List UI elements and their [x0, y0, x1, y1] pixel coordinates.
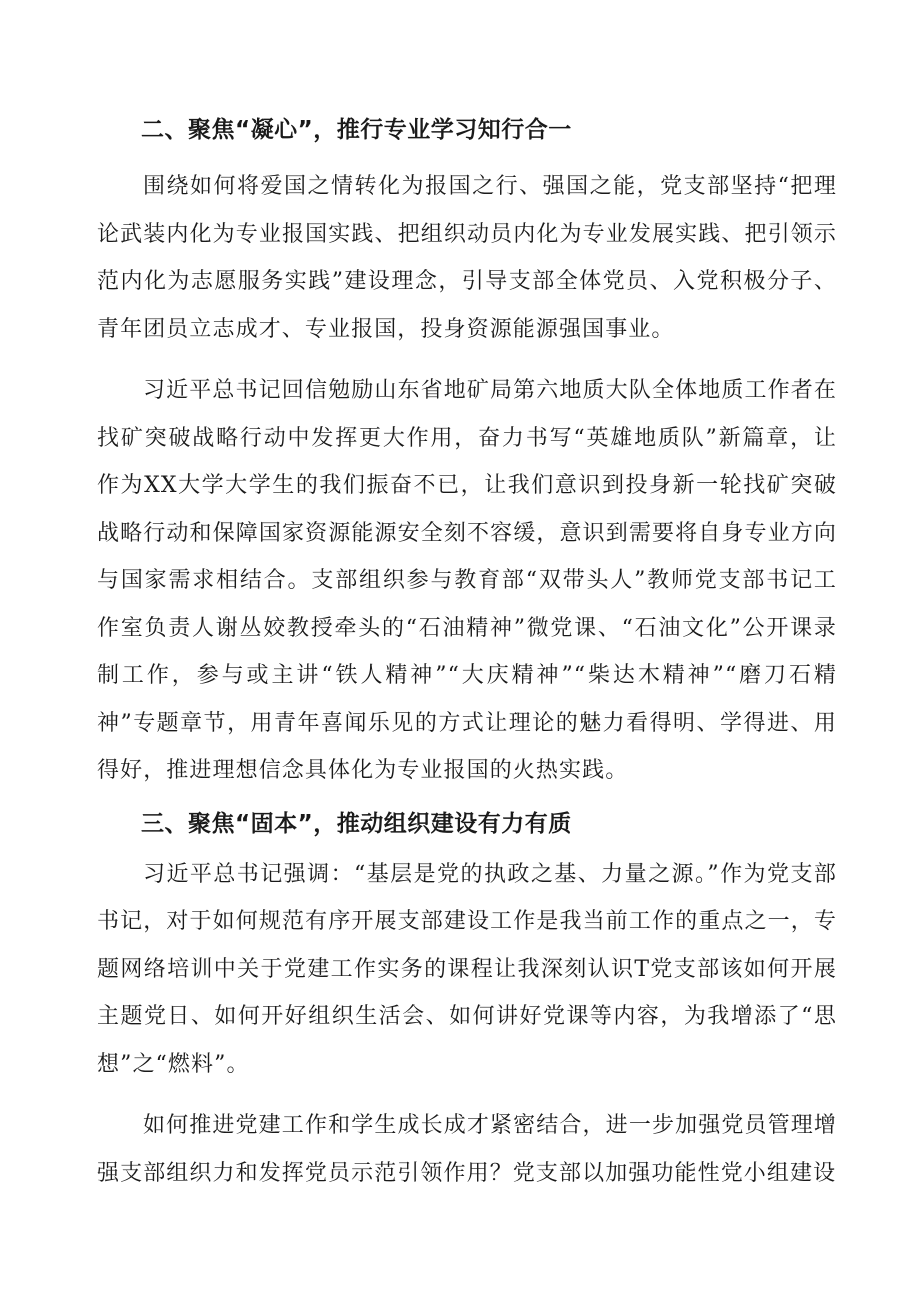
section-3-paragraph-2: 如何推进党建工作和学生成长成才紧密结合，进一步加强党员管理增强支部组织力和发挥党员示范引领作用？党支部以加强功能性党小组建设	[97, 1113, 837, 1186]
section-2-paragraph-1: 围绕如何将爱国之情转化为报国之行、强国之能，党支部坚持“把理论武装内化为专业报国实践、把组织动员内化为专业发展实践、把引领示范内化为志愿服务实践”建设理念，引导支部全体党员、入党积极分子、青年团员立志成才、专业报国，投身资源能源强国事业。	[97, 174, 837, 342]
section-3-paragraph-1: 习近平总书记强调：“基层是党的执政之基、力量之源。”作为党支部书记，对于如何规范有序开展支部建设工作是我当前工作的重点之一，专题网络培训中关于党建工作实务的课程让我深刻认识T党支部该如何开展主题党日、如何开好组织生活会、如何讲好党课等内容，为我增添了“思想”之“燃料”。	[97, 861, 837, 1077]
section-2-paragraph-2: 习近平总书记回信勉励山东省地矿局第六地质大队全体地质工作者在找矿突破战略行动中发挥更大作用，奋力书写“英雄地质队”新篇章，让作为XX大学大学生的我们振奋不已，让我们意识到投身新一轮找矿突破战略行动和保障国家资源能源安全刻不容缓，意识到需要将自身专业方向与国家需求相结合。支部组织参与教育部“双带头人”教师党支部书记工作室负责人谢丛姣教授牵头的“石油精神”微党课、“石油文化”公开课录制工作，参与或主讲“铁人精神”“大庆精神”“柴达木精神”“磨刀石精神”专题章节，用青年喜闻乐见的方式让理论的魅力看得明、学得进、用得好，推进理想信念具体化为专业报国的火热实践。	[97, 378, 837, 783]
document-body	[97, 110, 837, 1197]
section-heading-2: 二、聚焦“凝心”，推行专业学习知行合一	[141, 117, 572, 143]
section-heading-3: 三、聚焦“固本”，推动组织建设有力有质	[141, 810, 572, 837]
